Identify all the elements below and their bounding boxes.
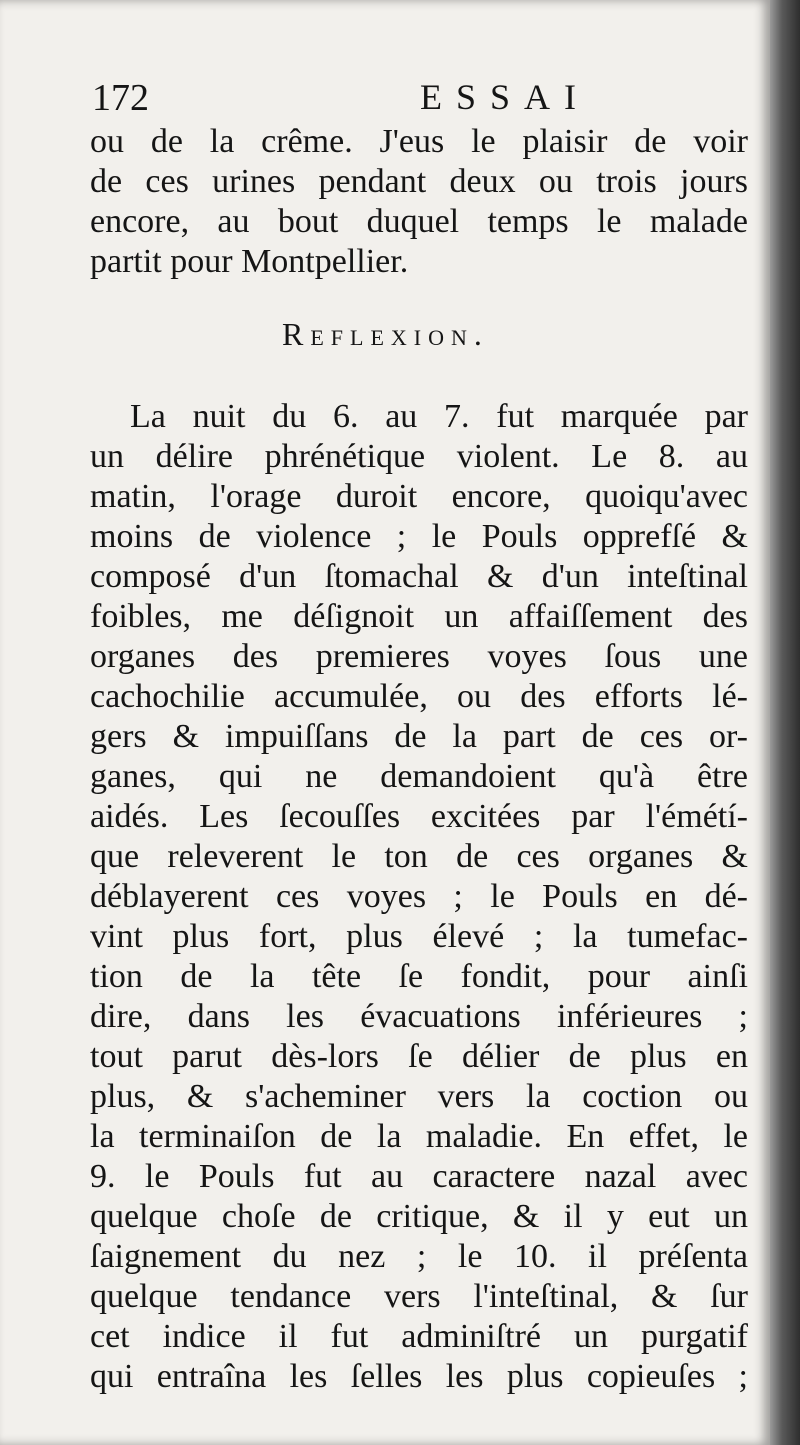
text-line: 9. le Pouls fut au caractere nazal avec [90,1158,748,1195]
text-line: tion de la tête ſe fondit, pour ainſi [90,958,748,995]
text-line: moins de violence ; le Pouls opprefſé & [90,518,748,555]
page-header [92,76,752,126]
text-line: tout parut dès-lors ſe délier de plus en [90,1038,748,1075]
text-line: un délire phrénétique violent. Le 8. au [90,438,748,475]
text-line: quelque choſe de critique, & il y eut un [90,1198,748,1235]
text-line: organes des premieres voyes ſous une [90,638,748,675]
text-line: composé d'un ſtomachal & d'un inteſtinal [90,558,748,595]
text-line: ſaignement du nez ; le 10. il préſenta [90,1238,748,1275]
text-line: gers & impuiſſans de la part de ces or- [90,718,748,755]
text-line: que releverent le ton de ces organes & [90,838,748,875]
text-line: plus, & s'acheminer vers la coction ou [90,1078,748,1115]
text-line: déblayerent ces voyes ; le Pouls en dé- [90,878,748,915]
text-line: encore, au bout duquel temps le malade [90,203,748,240]
running-head: ESSAI [420,77,591,117]
text-line: la terminaiſon de la maladie. En effet, le [90,1118,748,1155]
text-line: La nuit du 6. au 7. fut marquée par [130,398,748,435]
text-line: foibles, me déſignoit un affaiſſement des [90,598,748,635]
text-line: cet indice il fut adminiſtré un purgatif [90,1318,748,1355]
text-line: dire, dans les évacuations inférieures ; [90,998,748,1035]
text-line: quelque tendance vers l'inteſtinal, & ſur [90,1278,748,1315]
text-line: cachochilie accumulée, ou des efforts lé- [90,678,748,715]
page-number: 172 [92,77,149,119]
page-edge-shadow [770,0,800,1445]
text-line: vint plus fort, plus élevé ; la tumefac- [90,918,748,955]
text-line: matin, l'orage duroit encore, quoiqu'avec [90,478,748,515]
text-line: ganes, qui ne demandoient qu'à être [90,758,748,795]
continuation-paragraph [90,122,748,282]
text-line: de ces urines pendant deux ou trois jours [90,163,748,200]
text-line: ou de la crême. J'eus le plaisir de voir [90,123,748,160]
text-line: qui entraîna les ſelles les plus copieuſes ; [90,1358,748,1395]
text-line: partit pour Montpellier. [90,243,409,280]
text-line: aidés. Les ſecouſſes excitées par l'émétí- [90,798,748,835]
section-heading: Reflexion. [282,316,489,352]
reflexion-paragraph [90,397,748,1397]
